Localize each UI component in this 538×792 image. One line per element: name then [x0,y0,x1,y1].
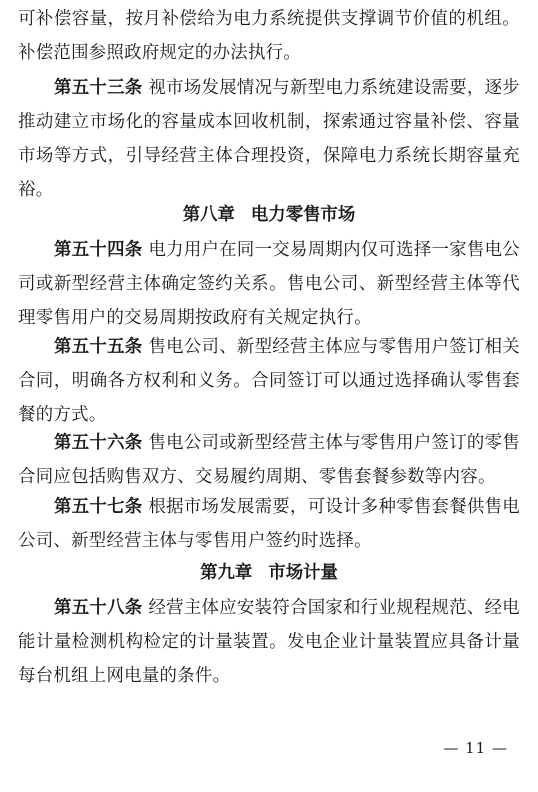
article-58 [18,591,520,693]
article-55 [18,330,520,432]
chapter-number: 第八章 [182,205,235,225]
article-text: 视市场发展情况与新型电力系统建设需要，逐步推动建立市场化的容量成本回收机制，探索通过容量补偿、容量市场等方式，引导经营主体合理投资，保障电力系统长期容量充裕。 [18,78,520,200]
article-57 [18,490,520,558]
chapter-heading-8 [0,198,538,232]
article-label: 第五十八条 [54,598,143,618]
article-text: 售电公司、新型经营主体应与零售用户签订相关合同，明确各方权利和义务。合同签订可以通过选择确认零售套餐的方式。 [18,337,520,425]
paragraph-continuation [18,2,520,70]
chapter-title: 市场计量 [268,563,338,583]
chapter-title: 电力零售市场 [250,205,356,225]
article-label: 第五十四条 [54,240,143,260]
article-text: 电力用户在同一交易周期内仅可选择一家售电公司或新型经营主体确定签约关系。售电公司、新型经营主体等代理零售用户的交易周期按政府有关规定执行。 [18,240,520,328]
article-56 [18,426,520,494]
article-text: 售电公司或新型经营主体与零售用户签订的零售合同应包括购售双方、交易履约周期、零售套餐参数等内容。 [18,433,520,487]
article-53 [18,71,520,207]
article-54 [18,233,520,335]
article-text: 经营主体应安装符合国家和行业规程规范、经电能计量检测机构检定的计量装置。发电企业计量装置应具备计量每台机组上网电量的条件。 [18,598,520,686]
article-label: 第五十六条 [54,433,143,453]
chapter-heading-9 [0,556,538,590]
page-number: — 11 — [443,739,508,757]
article-label: 第五十七条 [54,497,143,517]
article-label: 第五十五条 [54,337,143,357]
chapter-number: 第九章 [200,563,253,583]
article-label: 第五十三条 [54,78,143,98]
paragraph-text: 可补偿容量，按月补偿给为电力系统提供支撑调节价值的机组。补偿范围参照政府规定的办法执行。 [18,9,520,63]
article-text: 根据市场发展需要，可设计多种零售套餐供售电公司、新型经营主体与零售用户签约时选择。 [18,497,520,551]
